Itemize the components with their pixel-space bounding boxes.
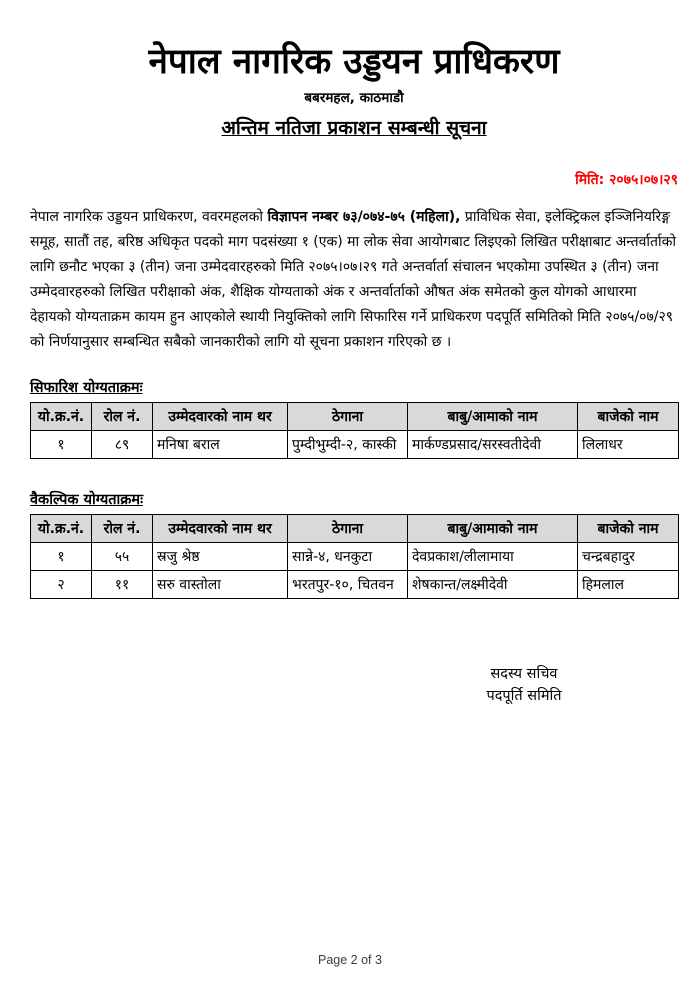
signature-block — [404, 663, 644, 707]
table-row — [31, 570, 679, 598]
signature-committee: पदपूर्ति समिति — [486, 687, 562, 704]
header-cell-roll-no: रोल नं. — [92, 514, 153, 542]
cell-candidate-name: स्रजु श्रेष्ठ — [153, 542, 288, 570]
cell-merit-no: २ — [31, 570, 92, 598]
header-cell-grandfather-name: बाजेको नाम — [578, 402, 679, 430]
cell-candidate-name: मनिषा बराल — [153, 430, 288, 458]
cell-roll-no: ५५ — [92, 542, 153, 570]
advertisement-number: विज्ञापन नम्बर ७३/०७४-७५ (महिला), — [267, 208, 461, 225]
recommended-section — [30, 377, 678, 459]
table-header-row — [31, 402, 679, 430]
alternative-section — [30, 489, 678, 599]
cell-roll-no: ११ — [92, 570, 153, 598]
header-cell-parents-name: बाबु/आमाको नाम — [408, 402, 578, 430]
body-text-rest: प्राविधिक सेवा, इलेक्ट्रिकल इञ्जिनियरिङ्ग समूह, सातौं तह, बरिष्ठ अधिकृत पदको माग पदसंख्या १ (एक) मा लोक सेवा आयोगबाट लिइएको लिखित परीक्षाबाट अन्तर्वार्ताको लागि छनौट भएका ३ (तीन) जना उम्मेदवारहरुको मिति २०७५।०७।२९ गते अन्तर्वार्ता संचालन भएकोमा उपस्थित ३ (तीन) जना उम्मेदवारहरुको लिखित परीक्षाको अंक, शैक्षिक योग्यताको अंक र अन्तर्वार्ताको औषत अंक समेतको कुल योगको आधारमा देहायको योग्यताक्रम कायम हुन आएकोले स्थायी नियुक्तिको लागि सिफारिस गर्ने प्राधिकरण पदपूर्ति समितिको मिति २०७५/०७/२९ को निर्णयानुसार सम्बन्धित सबैको जानकारीको लागि यो सूचना प्रकाशन गरिएको छ । — [30, 208, 676, 350]
cell-address: सान्ने-४, धनकुटा — [288, 542, 408, 570]
cell-merit-no: १ — [31, 542, 92, 570]
table-row — [31, 542, 679, 570]
header-cell-parents-name: बाबु/आमाको नाम — [408, 514, 578, 542]
cell-grandfather-name: लिलाधर — [578, 430, 679, 458]
header-cell-candidate-name: उम्मेदवारको नाम थर — [153, 514, 288, 542]
cell-candidate-name: सरु वास्तोला — [153, 570, 288, 598]
header-cell-candidate-name: उम्मेदवारको नाम थर — [153, 402, 288, 430]
page-number: Page 2 of 3 — [318, 953, 382, 967]
header-cell-grandfather-name: बाजेको नाम — [578, 514, 679, 542]
alternative-section-title: वैकल्पिक योग्यताक्रमः — [30, 491, 143, 508]
table-header-row — [31, 514, 679, 542]
notice-heading: अन्तिम नतिजा प्रकाशन सम्बन्धी सूचना — [221, 116, 487, 139]
header-cell-merit-no: यो.क्र.नं. — [31, 514, 92, 542]
cell-parents-name: देवप्रकाश/लीलामाया — [408, 542, 578, 570]
cell-grandfather-name: हिमलाल — [578, 570, 679, 598]
organization-address: बबरमहल, काठमाडौ — [304, 89, 404, 106]
body-text-lead: नेपाल नागरिक उड्डयन प्राधिकरण, ववरमहलको — [30, 208, 268, 225]
cell-parents-name: शेषकान्त/लक्ष्मीदेवी — [408, 570, 578, 598]
cell-parents-name: मार्कण्डप्रसाद/सरस्वतीदेवी — [408, 430, 578, 458]
header-cell-address: ठेगाना — [288, 402, 408, 430]
header-cell-merit-no: यो.क्र.नं. — [31, 402, 92, 430]
cell-grandfather-name: चन्द्रबहादुर — [578, 542, 679, 570]
recommended-section-title: सिफारिश योग्यताक्रमः — [30, 379, 143, 396]
organization-title: नेपाल नागरिक उड्डयन प्राधिकरण — [148, 42, 560, 82]
cell-address: पुम्दीभुम्दी-२, कास्की — [288, 430, 408, 458]
cell-address: भरतपुर-१०, चितवन — [288, 570, 408, 598]
table-row — [31, 430, 679, 458]
header-cell-address: ठेगाना — [288, 514, 408, 542]
recommended-merit-table — [30, 402, 679, 459]
signature-role: सदस्य सचिव — [490, 665, 558, 682]
alternative-merit-table — [30, 514, 679, 599]
cell-merit-no: १ — [31, 430, 92, 458]
cell-roll-no: ८९ — [92, 430, 153, 458]
notice-body-paragraph — [30, 205, 678, 355]
header-cell-roll-no: रोल नं. — [92, 402, 153, 430]
notice-date: मिति: २०७५।०७।२९ — [575, 171, 678, 188]
